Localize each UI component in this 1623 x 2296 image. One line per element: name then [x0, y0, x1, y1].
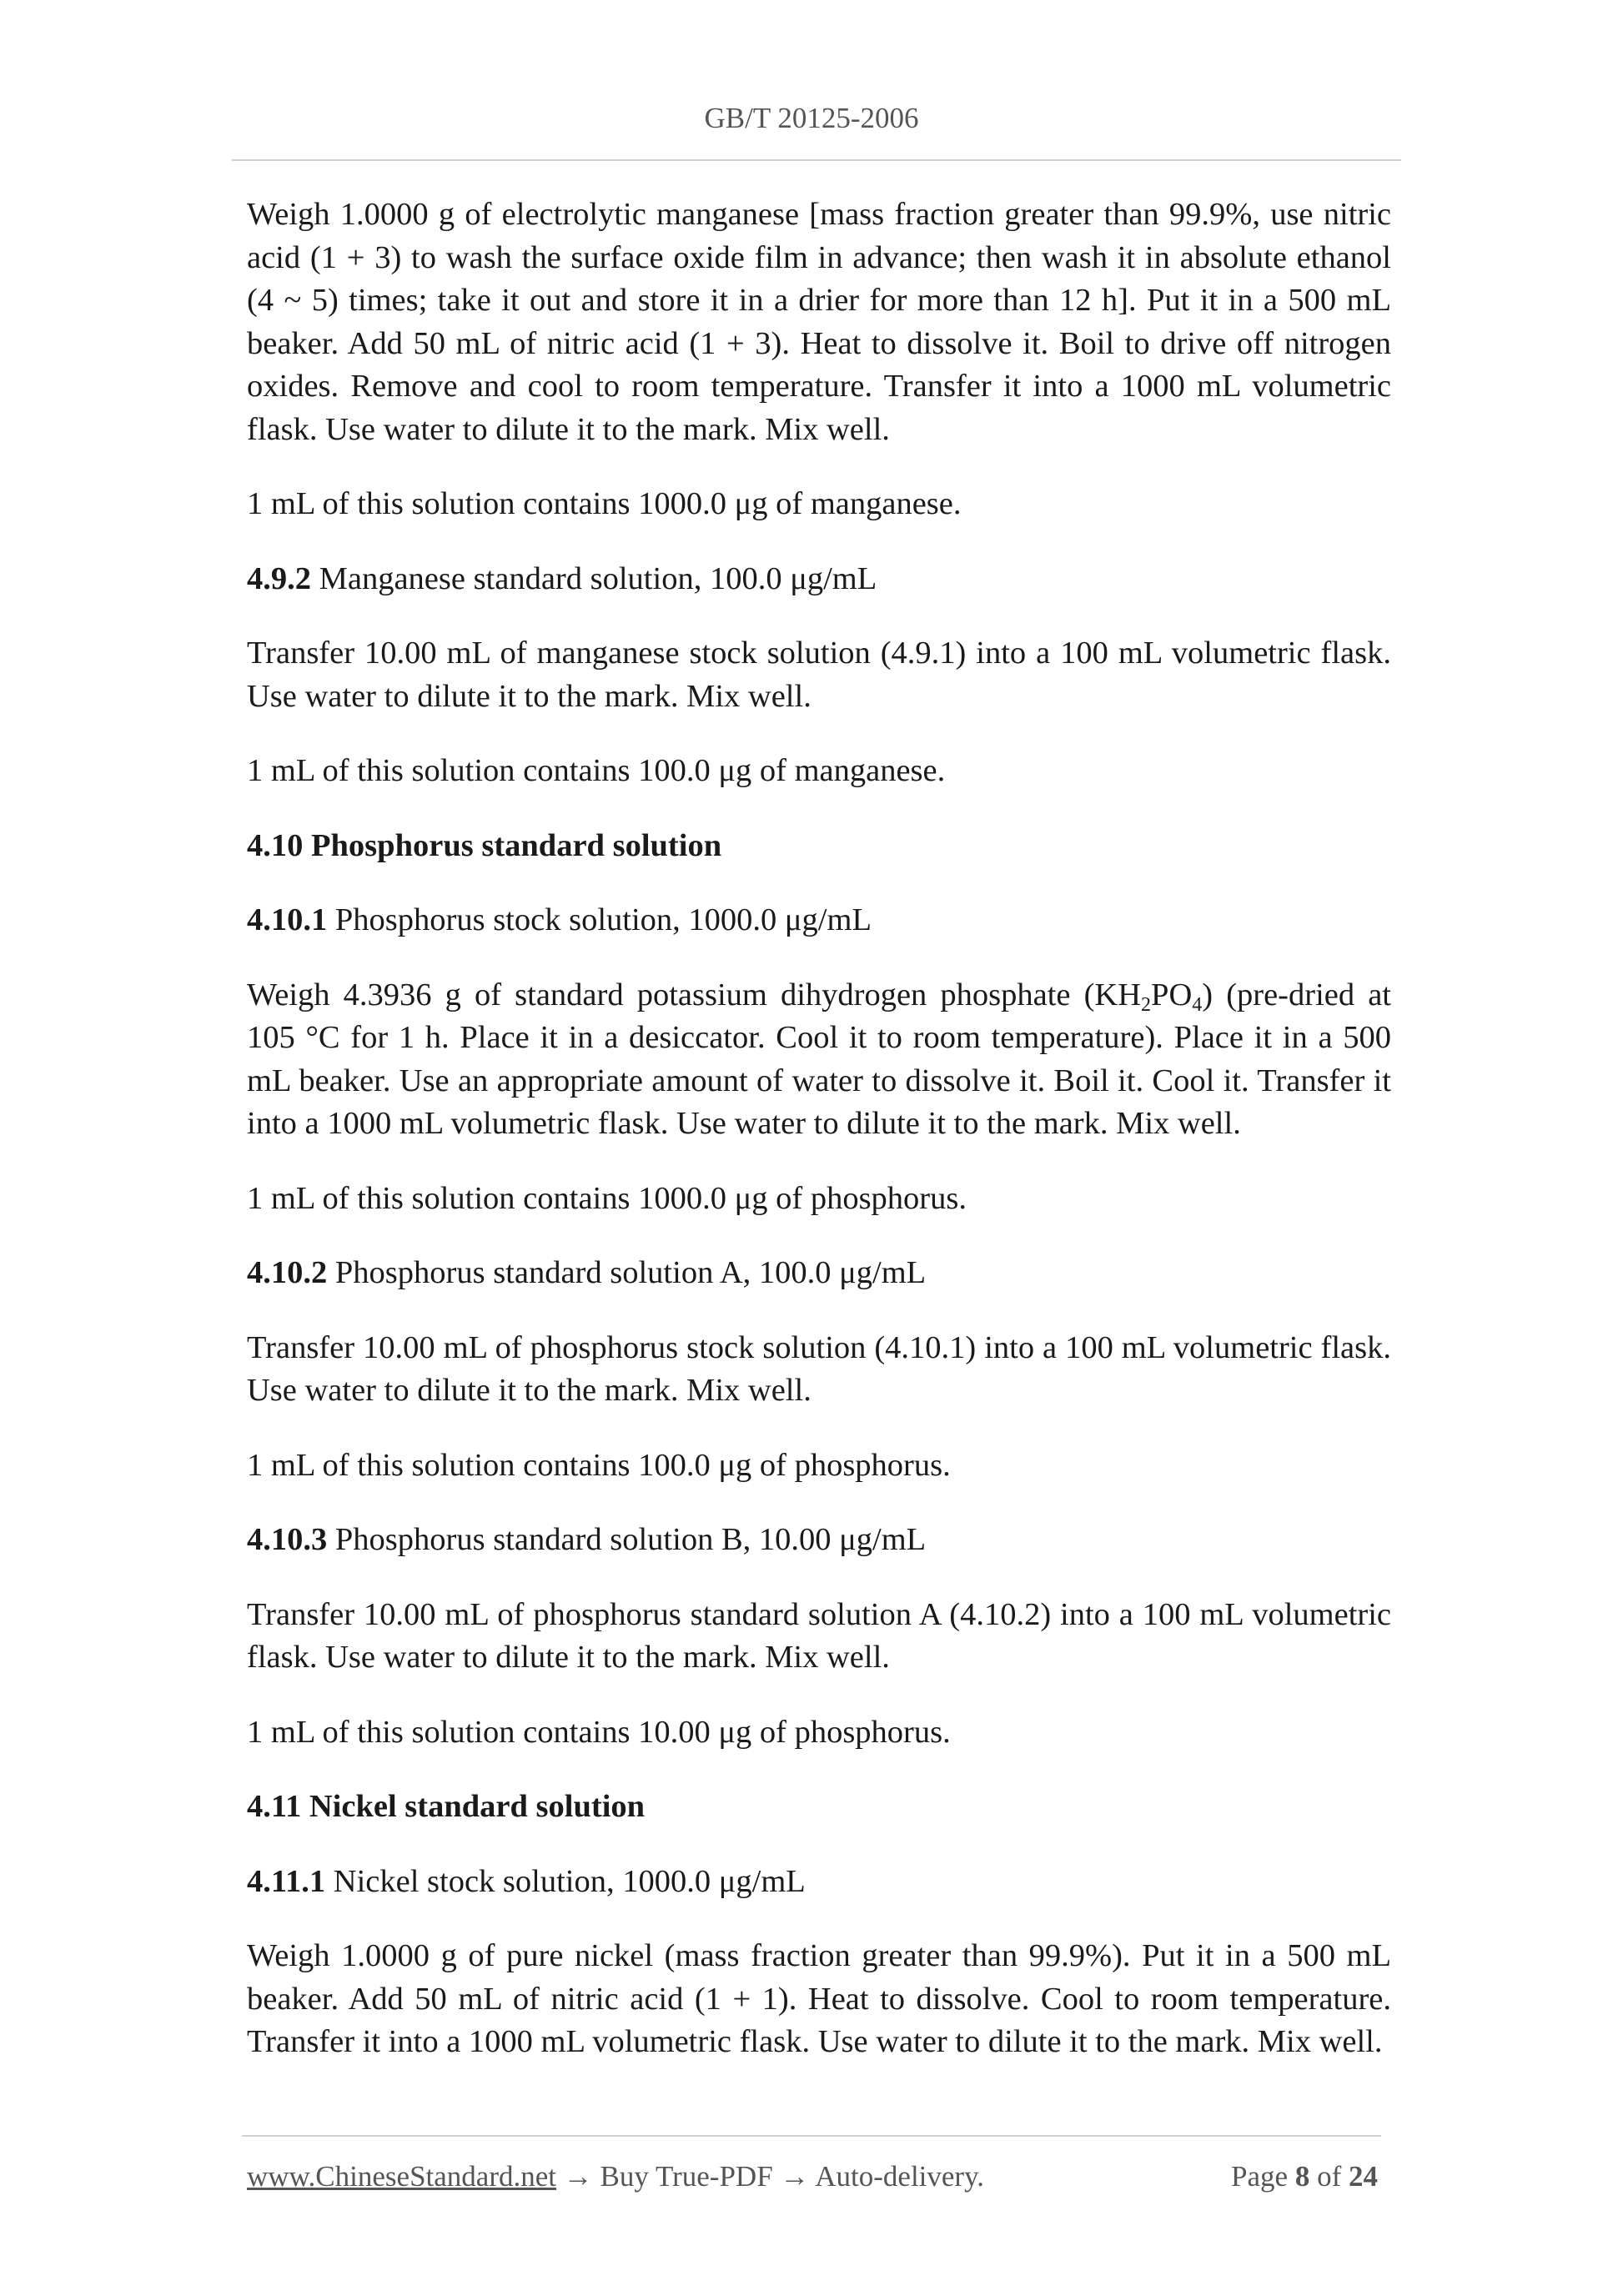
subscript: 2 — [1141, 993, 1152, 1016]
section-title: Nickel stock solution, 1000.0 μg/mL — [325, 1863, 806, 1899]
text-run: Weigh 4.3936 g of standard potassium dihydrogen phosphate (KH — [247, 977, 1142, 1012]
document-body — [247, 193, 1391, 2096]
section-number: 4.11.1 — [247, 1863, 326, 1899]
text-run: ) (pre-dried at 105 °C for 1 h. Place it in a desiccator. Cool it to room temperature). Place it in a 500 mL beaker. Use an appropriate amount of water to dissolve it. Boil it. Cool it. Transfer it into a 1000 mL volumetric flask. Use water to dilute it to the mark. Mix well. — [247, 977, 1391, 1141]
section-heading-4-11-1 — [247, 1861, 1391, 1904]
paragraph: Transfer 10.00 mL of manganese stock solution (4.9.1) into a 100 mL volumetric flask. Use water to dilute it to the mark. Mix well. — [247, 636, 1391, 714]
delivery-text: Auto-delivery. — [815, 2160, 985, 2193]
of-label: of — [1309, 2160, 1349, 2193]
footer-promo — [247, 2160, 984, 2193]
paragraph: 1 mL of this solution contains 10.00 μg of phosphorus. — [247, 1714, 951, 1750]
page-number — [1231, 2160, 1378, 2193]
current-page: 8 — [1294, 2160, 1310, 2193]
header-divider — [232, 159, 1401, 161]
section-number: 4.10.2 — [247, 1255, 328, 1290]
section-title: Phosphorus stock solution, 1000.0 μg/mL — [327, 902, 872, 937]
running-header: GB/T 20125-2006 — [704, 102, 919, 134]
section-title: Manganese standard solution, 100.0 μg/mL — [311, 560, 877, 596]
paragraph: 1 mL of this solution contains 100.0 μg of phosphorus. — [247, 1447, 951, 1483]
paragraph: 1 mL of this solution contains 1000.0 μg of manganese. — [247, 486, 962, 521]
paragraph: 1 mL of this solution contains 100.0 μg of manganese. — [247, 753, 946, 788]
section-heading-4-10 — [247, 825, 1391, 868]
section-title: 4.10 Phosphorus standard solution — [247, 827, 722, 863]
paragraph: Transfer 10.00 mL of phosphorus stock solution (4.10.1) into a 100 mL volumetric flask. Use water to dilute it to the mark. Mix well. — [247, 1329, 1391, 1408]
footer-divider — [242, 2135, 1381, 2137]
paragraph: Weigh 1.0000 g of electrolytic manganese [mass fraction greater than 99.9%, use nitric acid (1 + 3) to wash the surface oxide film in advance; then wash it in absolute ethanol (4 ~ 5) times; take it out and store it in a drier for more than 12 h]. Put it in a 500 mL beaker. Add 50 mL of nitric acid (1 + 3). Heat to dissolve it. Boil to drive off nitrogen oxides. Remove and cool to room temperature. Transfer it into a 1000 mL volumetric flask. Use water to dilute it to the mark. Mix well. — [247, 197, 1391, 447]
section-title: Phosphorus standard solution B, 10.00 μg/mL — [327, 1522, 927, 1557]
text-run: PO — [1151, 977, 1193, 1012]
section-number: 4.10.1 — [247, 902, 328, 937]
paragraph: Transfer 10.00 mL of phosphorus standard solution A (4.10.2) into a 100 mL volumetric flask. Use water to dilute it to the mark. Mix well. — [247, 1596, 1391, 1675]
section-heading-4-10-2 — [247, 1252, 1391, 1295]
section-number: 4.10.3 — [247, 1522, 328, 1557]
arrow-icon: → — [772, 2160, 816, 2193]
buy-text: Buy True-PDF — [600, 2160, 773, 2193]
section-number: 4.9.2 — [247, 560, 311, 596]
subscript: 4 — [1192, 993, 1203, 1016]
paragraph: 1 mL of this solution contains 1000.0 μg of phosphorus. — [247, 1180, 967, 1216]
section-heading-4-11 — [247, 1786, 1391, 1829]
paragraph: Weigh 1.0000 g of pure nickel (mass fraction greater than 99.9%). Put it in a 500 mL beaker. Add 50 mL of nitric acid (1 + 1). Heat to dissolve. Cool to room temperature. Transfer it into a 1000 mL volumetric flask. Use water to dilute it to the mark. Mix well. — [247, 1938, 1391, 2059]
section-heading-4-10-1 — [247, 899, 1391, 942]
section-heading-4-10-3 — [247, 1519, 1391, 1562]
website-link[interactable]: www.ChineseStandard.net — [247, 2160, 556, 2193]
section-heading-4-9-2 — [247, 558, 1391, 601]
section-title: Phosphorus standard solution A, 100.0 μg/mL — [327, 1255, 927, 1290]
page-label: Page — [1231, 2160, 1295, 2193]
paragraph — [247, 974, 1391, 1146]
section-title: 4.11 Nickel standard solution — [247, 1789, 646, 1824]
arrow-icon: → — [556, 2160, 600, 2193]
total-pages: 24 — [1349, 2160, 1378, 2193]
